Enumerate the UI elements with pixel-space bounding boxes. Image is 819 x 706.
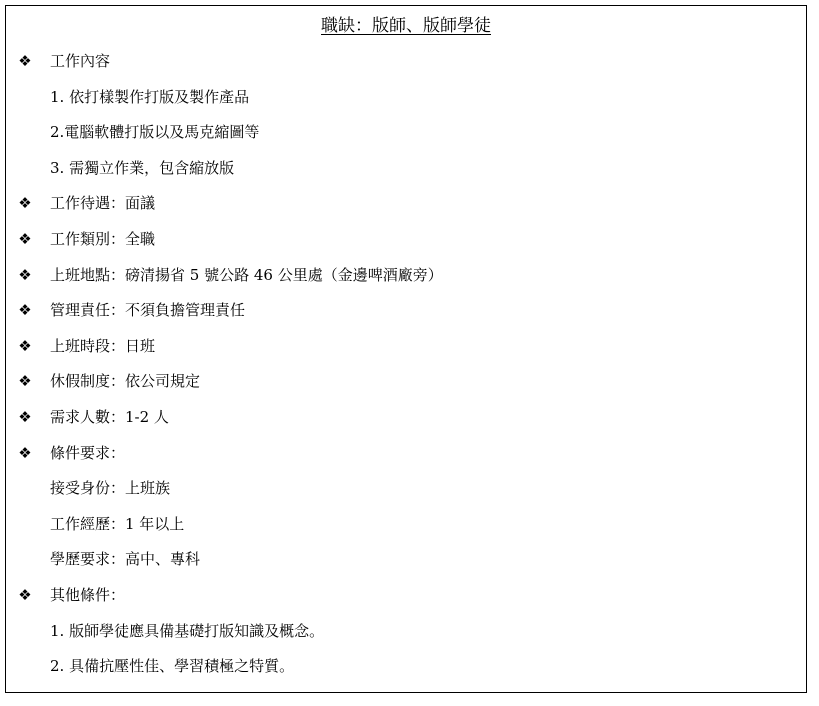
diamond-bullet-icon: ❖	[18, 586, 32, 604]
list-heading-item	[6, 262, 806, 288]
list-item-text: 2. 具備抗壓性佳、學習積極之特質。	[50, 657, 295, 676]
list-sub-item	[6, 84, 806, 110]
job-title	[6, 14, 806, 38]
job-title-text: 職缺：版師、版師學徒	[321, 16, 491, 36]
list-item-text: 其他條件：	[50, 586, 126, 604]
list-item-text: 3. 需獨立作業，包含縮放版	[50, 158, 235, 177]
list-heading-item	[6, 440, 806, 466]
list-item-text: 1. 依打樣製作打版及製作產品	[50, 87, 250, 106]
diamond-bullet-icon: ❖	[18, 194, 32, 213]
list-item-text: 上班地點：磅清揚省 5 號公路 46 公里處（金邊啤酒廠旁）	[50, 265, 443, 284]
diamond-bullet-icon: ❖	[18, 52, 32, 70]
list-sub-item	[6, 546, 806, 572]
job-posting-frame	[5, 5, 807, 693]
list-item-text: 上班時段：日班	[50, 336, 156, 355]
diamond-bullet-icon: ❖	[18, 301, 32, 320]
diamond-bullet-icon: ❖	[18, 408, 32, 426]
list-heading-item	[6, 333, 806, 359]
list-heading-item	[6, 48, 806, 74]
list-item-text: 學歷要求：高中、專科	[50, 550, 201, 569]
list-item-text: 接受身份：上班族	[50, 479, 171, 498]
list-item-text: 1. 版師學徒應具備基礎打版知識及概念。	[50, 621, 325, 640]
list-item-text: 休假制度：依公司規定	[50, 372, 201, 391]
list-heading-item	[6, 582, 806, 608]
list-sub-item	[6, 119, 806, 145]
list-item-text: 管理責任：不須負擔管理責任	[50, 301, 246, 320]
list-sub-item	[6, 155, 806, 181]
list-item-text: 工作經歷：1 年以上	[50, 514, 185, 533]
list-sub-item	[6, 618, 806, 644]
list-sub-item	[6, 653, 806, 679]
list-item-text: 工作類別：全職	[50, 230, 156, 248]
diamond-bullet-icon: ❖	[18, 372, 32, 391]
list-item-text: 2.電腦軟體打版以及馬克縮圖等	[50, 123, 260, 142]
list-heading-item	[6, 368, 806, 394]
list-heading-item	[6, 404, 806, 430]
list-item-text: 工作待遇：面議	[50, 194, 156, 213]
list-item-text: 工作內容	[50, 52, 111, 70]
list-item-text: 條件要求：	[50, 443, 126, 462]
list-sub-item	[6, 475, 806, 501]
diamond-bullet-icon: ❖	[18, 336, 32, 355]
diamond-bullet-icon: ❖	[18, 443, 32, 462]
list-heading-item	[6, 190, 806, 216]
list-item-text: 需求人數：1-2 人	[50, 408, 169, 426]
list-sub-item	[6, 511, 806, 537]
list-heading-item	[6, 226, 806, 252]
diamond-bullet-icon: ❖	[18, 230, 32, 248]
list-heading-item	[6, 297, 806, 323]
diamond-bullet-icon: ❖	[18, 265, 32, 284]
